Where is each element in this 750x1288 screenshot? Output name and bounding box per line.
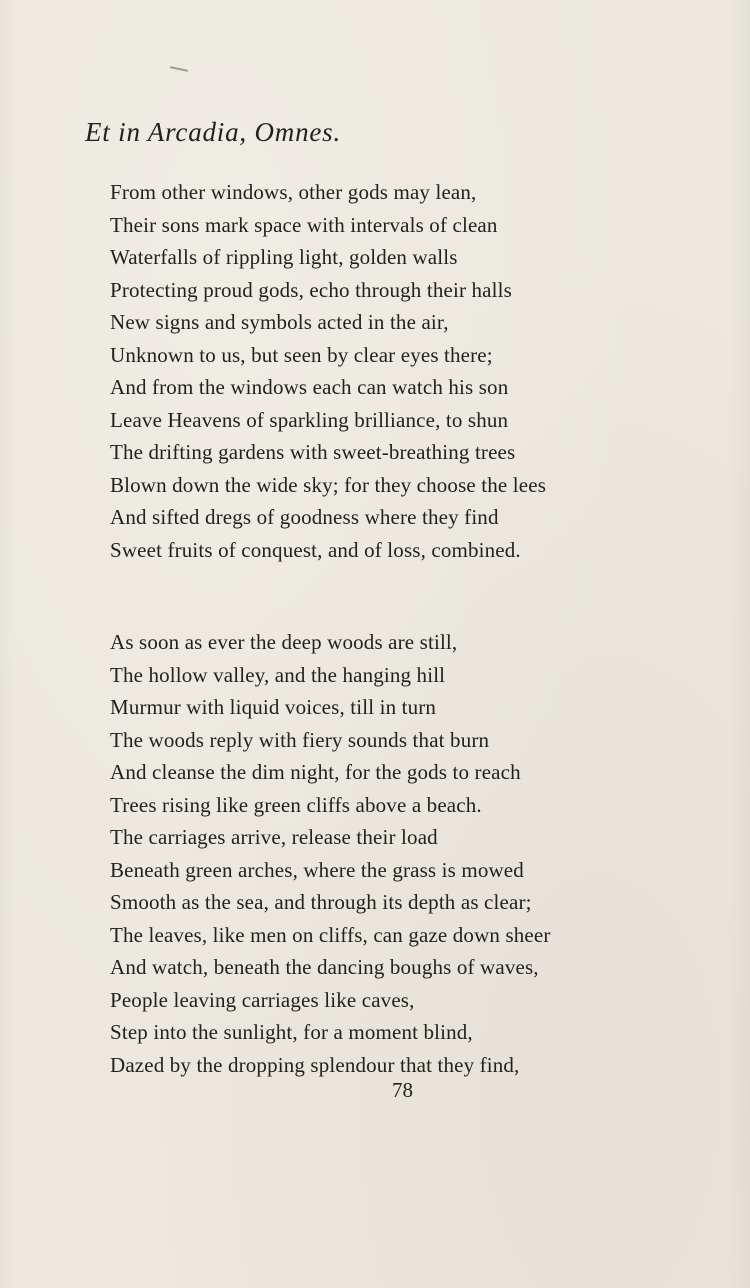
stanza-2 [110, 626, 551, 1081]
stanza-1 [110, 176, 546, 566]
ink-mark [170, 66, 188, 72]
page-number: 78 [392, 1078, 413, 1102]
poem-line: And watch, beneath the dancing boughs of waves, [110, 955, 539, 979]
poem-line: Trees rising like green cliffs above a beach. [110, 792, 482, 817]
poem-line: The woods reply with fiery sounds that burn [110, 727, 490, 752]
poem-line: New signs and symbols acted in the air, [110, 310, 449, 334]
poem-line: The carriages arrive, release their load [110, 825, 438, 849]
poem-line: Blown down the wide sky; for they choose the lees [110, 472, 547, 497]
poem-line: The leaves, like men on cliffs, can gaze down sheer [110, 922, 551, 947]
poem-line: Unknown to us, but seen by clear eyes there; [110, 342, 493, 367]
poem-line: Leave Heavens of sparkling brilliance, to shun [110, 407, 509, 432]
poem-line: Beneath green arches, where the grass is mowed [110, 857, 524, 882]
poem-title: Et in Arcadia, Omnes. [85, 117, 342, 147]
poem-line: Waterfalls of rippling light, golden walls [110, 245, 458, 269]
poem-line: The hollow valley, and the hanging hill [110, 662, 446, 687]
poem-line: Their sons mark space with intervals of clean [110, 212, 498, 237]
poem-line: As soon as ever the deep woods are still, [110, 630, 458, 654]
poem-line: People leaving carriages like caves, [110, 987, 415, 1012]
poem-line: And from the windows each can watch his son [110, 375, 509, 399]
poem-line: Smooth as the sea, and through its depth as clear; [110, 890, 532, 914]
poem-line: The drifting gardens with sweet-breathing trees [110, 440, 516, 464]
poem-line: And sifted dregs of goodness where they find [110, 505, 499, 529]
poem-line: Dazed by the dropping splendour that they find, [110, 1052, 520, 1077]
poem-line: From other windows, other gods may lean, [110, 180, 477, 204]
poem-line: Protecting proud gods, echo through their halls [110, 277, 512, 302]
poem-line: Sweet fruits of conquest, and of loss, combined. [110, 537, 521, 562]
poem-line: Step into the sunlight, for a moment blind, [110, 1020, 473, 1044]
poem-line: And cleanse the dim night, for the gods to reach [110, 760, 521, 784]
poem-line: Murmur with liquid voices, till in turn [110, 695, 437, 719]
